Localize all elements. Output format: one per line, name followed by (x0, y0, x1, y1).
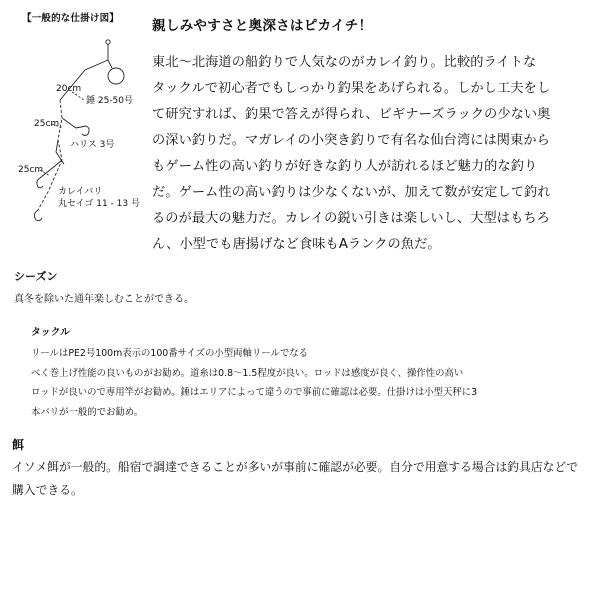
tackle-heading: タックル (31, 327, 70, 338)
intro-line: だ。ゲーム性の高い釣りは少なくないが、加えて数が安定して釣れ (152, 185, 551, 200)
intro-paragraph (152, 50, 592, 258)
tackle-line: ロッドが良いので専用竿がお勧め。錘はエリアによって違うので事前に確認は必要。仕掛けは小型天秤に3 (31, 387, 478, 399)
intro-line: 東北～北海道の船釣りで人気なのがカレイ釣り。比較的ライトな (152, 55, 537, 70)
tackle-line: リールはPE2号100m表示の100番サイズの小型両軸リールでなる (31, 348, 308, 359)
headline: 親しみやすさと奥深さはピカイチ！ (152, 18, 373, 34)
season-text: 真冬を除いた通年楽しむことができる。 (14, 294, 194, 305)
intro-line: タックルで初心者でもしっかり釣果をあげられる。しかし工夫をし (152, 81, 551, 96)
rig-diagram-drawing (0, 0, 145, 268)
label-branch-length-25cm-b: 25cm (18, 165, 44, 175)
label-branch-length-25cm-a: 25cm (34, 119, 60, 129)
label-hook-type: カレイバリ (58, 187, 103, 197)
intro-line: ん、小型でも唐揚げなど食味もAランクの魚だ。 (152, 237, 441, 252)
bait-heading: 餌 (12, 438, 25, 452)
intro-line: るのが最大の魅力だ。カレイの鋭い引きは楽しいし、大型はもちろ (152, 211, 550, 226)
label-branch-length-20cm: 20cm (56, 84, 82, 94)
tackle-paragraph (31, 344, 591, 422)
intro-line: もゲーム性の高い釣りが好きな釣り人が訪れるほど魅力的な釣り (152, 159, 538, 174)
tackle-line: 本バリが一般的でお勧め。 (31, 406, 144, 418)
diagram-title: 【一般的な仕掛け図】 (22, 13, 120, 24)
label-harisu: ハリス 3号 (70, 140, 115, 150)
label-sinker: 錘 25-50号 (86, 96, 134, 106)
season-heading: シーズン (14, 270, 58, 283)
bait-paragraph (12, 456, 592, 502)
rig-diagram (0, 0, 145, 268)
intro-line: の深い釣りだ。マガレイの小突き釣りで有名な仙台湾には関東から (152, 133, 550, 148)
bait-line: 購入できる。 (12, 483, 83, 497)
tackle-line: べく巻上げ性能の良いものがお勧め。道糸は0.8～1.5程度が良い。ロッドは感度が良く、操作性の高い (31, 367, 464, 379)
label-hook-size: 丸セイゴ 11 - 13 号 (58, 199, 140, 209)
bait-line: イソメ餌が一般的。船宿で調達できることが多いが事前に確認が必要。自分で用意する場合は釣具店などで (12, 460, 579, 474)
intro-line: て研究すれば、釣果で答えが得られ、ビギナーズラックの少ない奥 (152, 107, 551, 122)
